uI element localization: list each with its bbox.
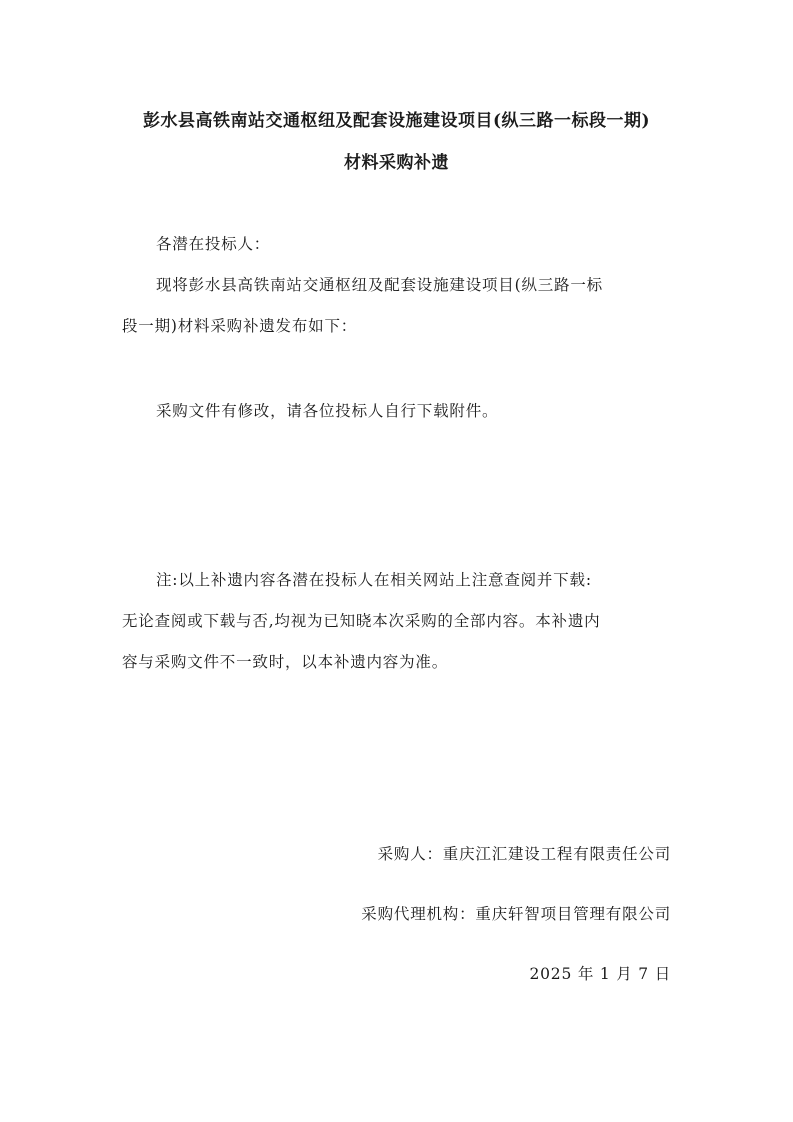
intro-paragraph-line2: 段一期)材料采购补遗发布如下： — [122, 317, 358, 335]
issue-date: 2025 年 1 月 7 日 — [529, 965, 671, 983]
agency-signature: 采购代理机构：重庆轩智项目管理有限公司 — [361, 905, 671, 923]
document-title-line2: 材料采购补遗 — [344, 153, 449, 173]
note-paragraph-line2: 无论查阅或下载与否,均视为已知晓本次采购的全部内容。本补遗内 — [122, 612, 601, 630]
notice-paragraph: 采购文件有修改，请各位投标人自行下载附件。 — [156, 402, 499, 420]
document-title-line1: 彭水县高铁南站交通枢纽及配套设施建设项目(纵三路一标段一期) — [142, 111, 651, 131]
salutation: 各潜在投标人： — [156, 235, 271, 253]
intro-paragraph-line1: 现将彭水县高铁南站交通枢纽及配套设施建设项目(纵三路一标 — [156, 276, 603, 294]
note-paragraph-line1: 注:以上补遗内容各潜在投标人在相关网站上注意查阅并下载: — [156, 571, 592, 589]
purchaser-signature: 采购人：重庆江汇建设工程有限责任公司 — [377, 845, 671, 863]
note-paragraph-line3: 容与采购文件不一致时，以本补遗内容为准。 — [122, 653, 449, 671]
